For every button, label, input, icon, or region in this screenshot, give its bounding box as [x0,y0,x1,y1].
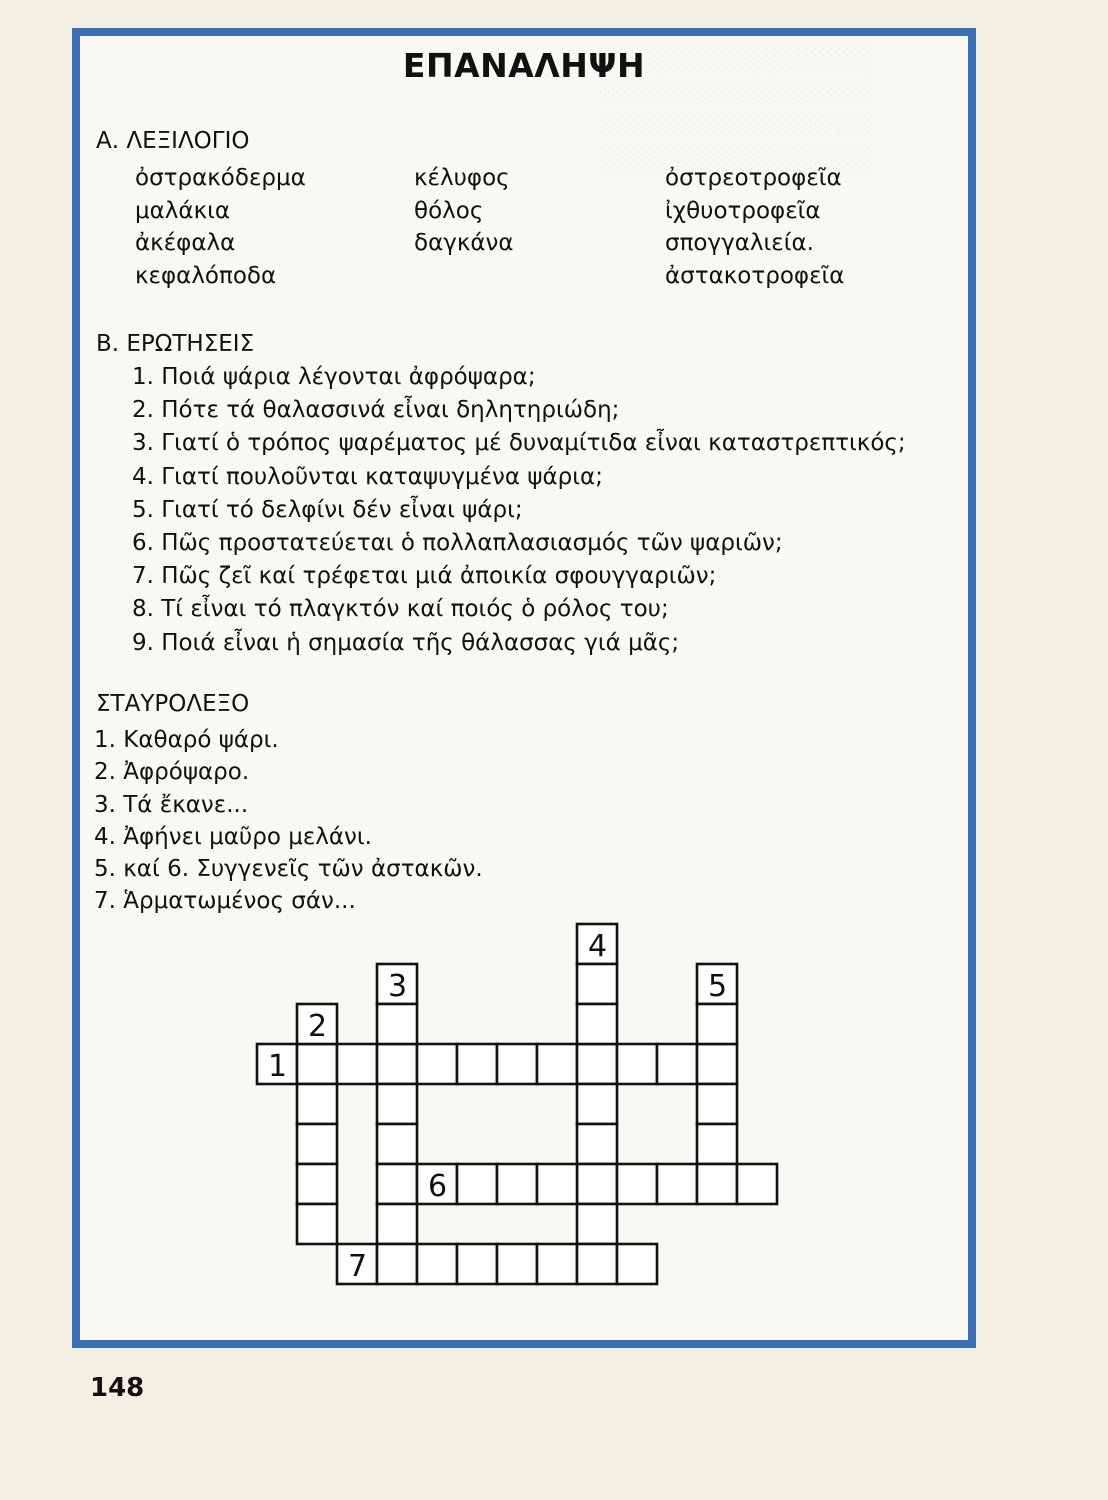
vocabulary-term: κεφαλόποδα [135,262,277,289]
crossword-cell[interactable] [377,1044,417,1084]
crossword-cell[interactable] [497,1044,537,1084]
crossword-cell[interactable] [617,1164,657,1204]
questions-heading: Β. ΕΡΩΤΗΣΕΙΣ [96,331,255,357]
crossword-cell[interactable] [377,1204,417,1244]
question-item: 3. Γιατί ὁ τρόπος ψαρέματος μέ δυναμίτιδα εἶναι καταστρεπτικός; [132,430,906,457]
crossword-cell[interactable] [497,1164,537,1204]
crossword-cell[interactable] [457,1164,497,1204]
question-item: 2. Πότε τά θαλασσινά εἶναι δηλητηριώδη; [132,397,620,424]
crossword-cell[interactable] [577,1164,617,1204]
crossword-cell[interactable] [617,1244,657,1284]
crossword-clue: 5. καί 6. Συγγενεῖς τῶν ἀστακῶν. [94,856,483,883]
crossword-number-3: 3 [388,969,408,1004]
vocabulary-term: ἀστακοτροφεῖα [665,262,845,289]
crossword-cell[interactable] [497,1244,537,1284]
crossword-cell[interactable] [697,1164,737,1204]
vocabulary-term: ἰχθυοτροφεῖα [665,197,821,224]
crossword-cell[interactable] [297,1084,337,1124]
question-item: 4. Γιατί πουλοῦνται καταψυγμένα ψάρια; [132,463,603,490]
crossword-clue: 3. Τά ἔκανε... [94,791,249,818]
crossword-cell[interactable] [297,1204,337,1244]
vocabulary-heading: Α. ΛΕΞΙΛΟΓΙΟ [96,128,250,154]
crossword-number-1: 1 [268,1049,288,1084]
crossword-cell[interactable] [377,1244,417,1284]
crossword-cell[interactable] [577,1044,617,1084]
question-item: 7. Πῶς ζεῖ καί τρέφεται μιά ἀποικία σφουγγαριῶν; [132,563,717,590]
vocabulary-term: ἀκέφαλα [135,230,236,256]
crossword-clue: 7. Ἁρματωμένος σάν... [94,888,356,915]
crossword-cell[interactable] [337,1044,377,1084]
crossword-number-7: 7 [348,1249,368,1284]
crossword-cell[interactable] [737,1164,777,1204]
crossword-cell[interactable] [377,1084,417,1124]
crossword-cell[interactable] [297,1044,337,1084]
crossword-cell[interactable] [697,1124,737,1164]
crossword-number-6: 6 [428,1169,448,1204]
crossword-cell[interactable] [417,1044,457,1084]
crossword-cell[interactable] [617,1044,657,1084]
crossword-cell[interactable] [697,1004,737,1044]
crossword-clue: 1. Καθαρό ψάρι. [94,727,279,753]
crossword-number-4: 4 [588,929,608,964]
crossword-clue: 2. Ἀφρόψαρο. [94,759,250,786]
vocabulary-term: ὀστρακόδερμα [135,165,306,191]
crossword-cell[interactable] [457,1244,497,1284]
page-title: ΕΠΑΝΑΛΗΨΗ [402,46,646,85]
crossword-cell[interactable] [537,1164,577,1204]
crossword-number-2: 2 [308,1009,328,1044]
question-item: 9. Ποιά εἶναι ἡ σημασία τῆς θάλασσας γιά μᾶς; [132,629,680,656]
question-item: 6. Πῶς προστατεύεται ὁ πολλαπλασιασμός τῶν ψαριῶν; [132,530,783,557]
crossword-cell[interactable] [577,1124,617,1164]
crossword-cell[interactable] [577,964,617,1004]
crossword-cell[interactable] [377,1124,417,1164]
vocabulary-term: δαγκάνα [414,230,514,256]
vocabulary-term: σπογγαλιεία. [665,230,814,256]
vocabulary-term: μαλάκια [135,197,231,224]
crossword-clue: 4. Ἀφήνει μαῦρο μελάνι. [94,823,372,850]
crossword-cell[interactable] [577,1244,617,1284]
crossword-cell[interactable] [297,1164,337,1204]
crossword-number-5: 5 [708,969,728,1004]
crossword-grid [80,36,968,1340]
review-box [72,28,976,1348]
crossword-cell[interactable] [377,1164,417,1204]
question-item: 8. Τί εἶναι τό πλαγκτόν καί ποιός ὁ ρόλος του; [132,596,669,623]
question-item: 5. Γιατί τό δελφίνι δέν εἶναι ψάρι; [132,496,523,523]
crossword-cell[interactable] [537,1244,577,1284]
crossword-cell[interactable] [577,1204,617,1244]
vocabulary-term: θόλος [414,197,484,224]
crossword-cell[interactable] [577,1004,617,1044]
crossword-cell[interactable] [657,1164,697,1204]
crossword-cell[interactable] [697,1084,737,1124]
crossword-cell[interactable] [697,1044,737,1084]
crossword-cell[interactable] [417,1244,457,1284]
crossword-heading: ΣΤΑΥΡΟΛΕΞΟ [96,691,250,717]
crossword-cell[interactable] [577,1084,617,1124]
crossword-cell[interactable] [377,1004,417,1044]
crossword-cell[interactable] [657,1044,697,1084]
crossword-cell[interactable] [297,1124,337,1164]
question-item: 1. Ποιά ψάρια λέγονται ἀφρόψαρα; [132,364,536,390]
crossword-cell[interactable] [457,1044,497,1084]
crossword-cell[interactable] [537,1044,577,1084]
page-number: 148 [90,1373,145,1403]
vocabulary-term: κέλυφος [414,165,510,191]
vocabulary-term: ὀστρεοτροφεῖα [665,165,842,191]
